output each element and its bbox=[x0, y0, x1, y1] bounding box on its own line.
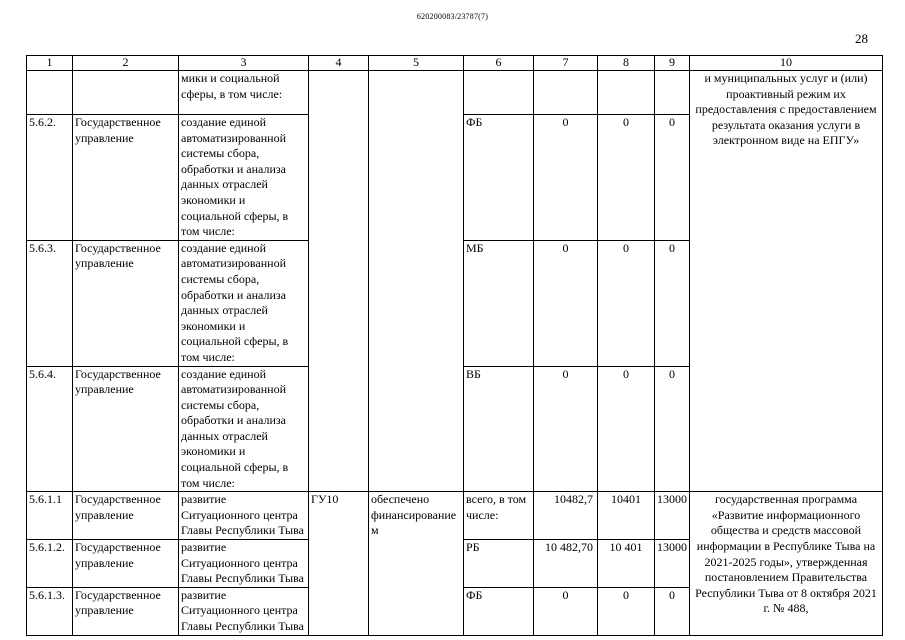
column-number-row bbox=[27, 56, 883, 71]
cell-actor: Государственное управление bbox=[73, 540, 179, 588]
cell-v8: 10401 bbox=[598, 492, 655, 540]
cell-v8: 10 401 bbox=[598, 540, 655, 588]
cell-v8 bbox=[598, 71, 655, 115]
cell-v9: 0 bbox=[655, 240, 690, 366]
cell-v8: 0 bbox=[598, 240, 655, 366]
cell-source: ФБ bbox=[464, 115, 534, 241]
cell-num: 5.6.1.1 bbox=[27, 492, 73, 540]
cell-num: 5.6.4. bbox=[27, 366, 73, 492]
budget-table bbox=[26, 55, 883, 636]
cell-program-note: государственная программа «Развитие информационного общества и средств массовой информации в Республике Тыва на 2021-2025 годы», утвержденная постановлением Правительства Республики Тыва от 8 октября 2021 г. № 488, bbox=[690, 492, 883, 635]
cell-v8: 0 bbox=[598, 366, 655, 492]
cell-num: 5.6.2. bbox=[27, 115, 73, 241]
cell-source bbox=[464, 71, 534, 115]
col-num-5: 5 bbox=[369, 56, 464, 71]
cell-text: создание единой автоматизированной системы сбора, обработки и анализа данных отраслей экономики и социальной сферы, в том числе: bbox=[179, 240, 309, 366]
cell-code: ГУ10 bbox=[309, 492, 369, 635]
cell-source: МБ bbox=[464, 240, 534, 366]
cell-source: РБ bbox=[464, 540, 534, 588]
cell-v8: 0 bbox=[598, 587, 655, 635]
cell-num: 5.6.1.3. bbox=[27, 587, 73, 635]
col-num-4: 4 bbox=[309, 56, 369, 71]
cell-num: 5.6.3. bbox=[27, 240, 73, 366]
cell-v9: 0 bbox=[655, 115, 690, 241]
cell-v9: 13000 bbox=[655, 492, 690, 540]
col-num-8: 8 bbox=[598, 56, 655, 71]
document-id: 620200083/23787(7) bbox=[416, 12, 489, 21]
cell-result bbox=[369, 71, 464, 492]
cell-text: мики и социальной сферы, в том числе: bbox=[179, 71, 309, 115]
cell-v7: 0 bbox=[534, 240, 598, 366]
cell-actor: Государственное управление bbox=[73, 492, 179, 540]
cell-v9: 13000 bbox=[655, 540, 690, 588]
cell-text: развитие Ситуационного центра Главы Республики Тыва bbox=[179, 492, 309, 540]
col-num-1: 1 bbox=[27, 56, 73, 71]
cell-v7: 0 bbox=[534, 587, 598, 635]
cell-actor: Государственное управление bbox=[73, 366, 179, 492]
table-row bbox=[27, 492, 883, 540]
col-num-10: 10 bbox=[690, 56, 883, 71]
cell-v9: 0 bbox=[655, 587, 690, 635]
cell-result: обеспечено финансированием bbox=[369, 492, 464, 635]
cell-text: развитие Ситуационного центра Главы Республики Тыва bbox=[179, 540, 309, 588]
cell-actor: Государственное управление bbox=[73, 587, 179, 635]
cell-note: и муниципальных услуг и (или) проактивный режим их предоставления с предоставлением результата оказания услуги в электронном виде на ЕПГУ» bbox=[690, 71, 883, 492]
cell-v9: 0 bbox=[655, 366, 690, 492]
cell-actor: Государственное управление bbox=[73, 115, 179, 241]
cell-num: 5.6.1.2. bbox=[27, 540, 73, 588]
cell-v7 bbox=[534, 71, 598, 115]
cell-v7: 0 bbox=[534, 366, 598, 492]
cell-code bbox=[309, 71, 369, 492]
cell-v7: 10482,7 bbox=[534, 492, 598, 540]
col-num-3: 3 bbox=[179, 56, 309, 71]
table-row bbox=[27, 71, 883, 115]
cell-v7: 10 482,70 bbox=[534, 540, 598, 588]
col-num-6: 6 bbox=[464, 56, 534, 71]
col-num-2: 2 bbox=[73, 56, 179, 71]
cell-v9 bbox=[655, 71, 690, 115]
cell-source: ВБ bbox=[464, 366, 534, 492]
page-number: 28 bbox=[855, 31, 868, 46]
cell-text: создание единой автоматизированной системы сбора, обработки и анализа данных отраслей экономики и социальной сферы, в том числе: bbox=[179, 115, 309, 241]
col-num-9: 9 bbox=[655, 56, 690, 71]
cell-v7: 0 bbox=[534, 115, 598, 241]
cell-text: создание единой автоматизированной системы сбора, обработки и анализа данных отраслей экономики и социальной сферы, в том числе: bbox=[179, 366, 309, 492]
cell-source: ФБ bbox=[464, 587, 534, 635]
cell-actor bbox=[73, 71, 179, 115]
cell-actor: Государственное управление bbox=[73, 240, 179, 366]
cell-source: всего, в том числе: bbox=[464, 492, 534, 540]
col-num-7: 7 bbox=[534, 56, 598, 71]
cell-num bbox=[27, 71, 73, 115]
cell-text: развитие Ситуационного центра Главы Республики Тыва bbox=[179, 587, 309, 635]
cell-v8: 0 bbox=[598, 115, 655, 241]
